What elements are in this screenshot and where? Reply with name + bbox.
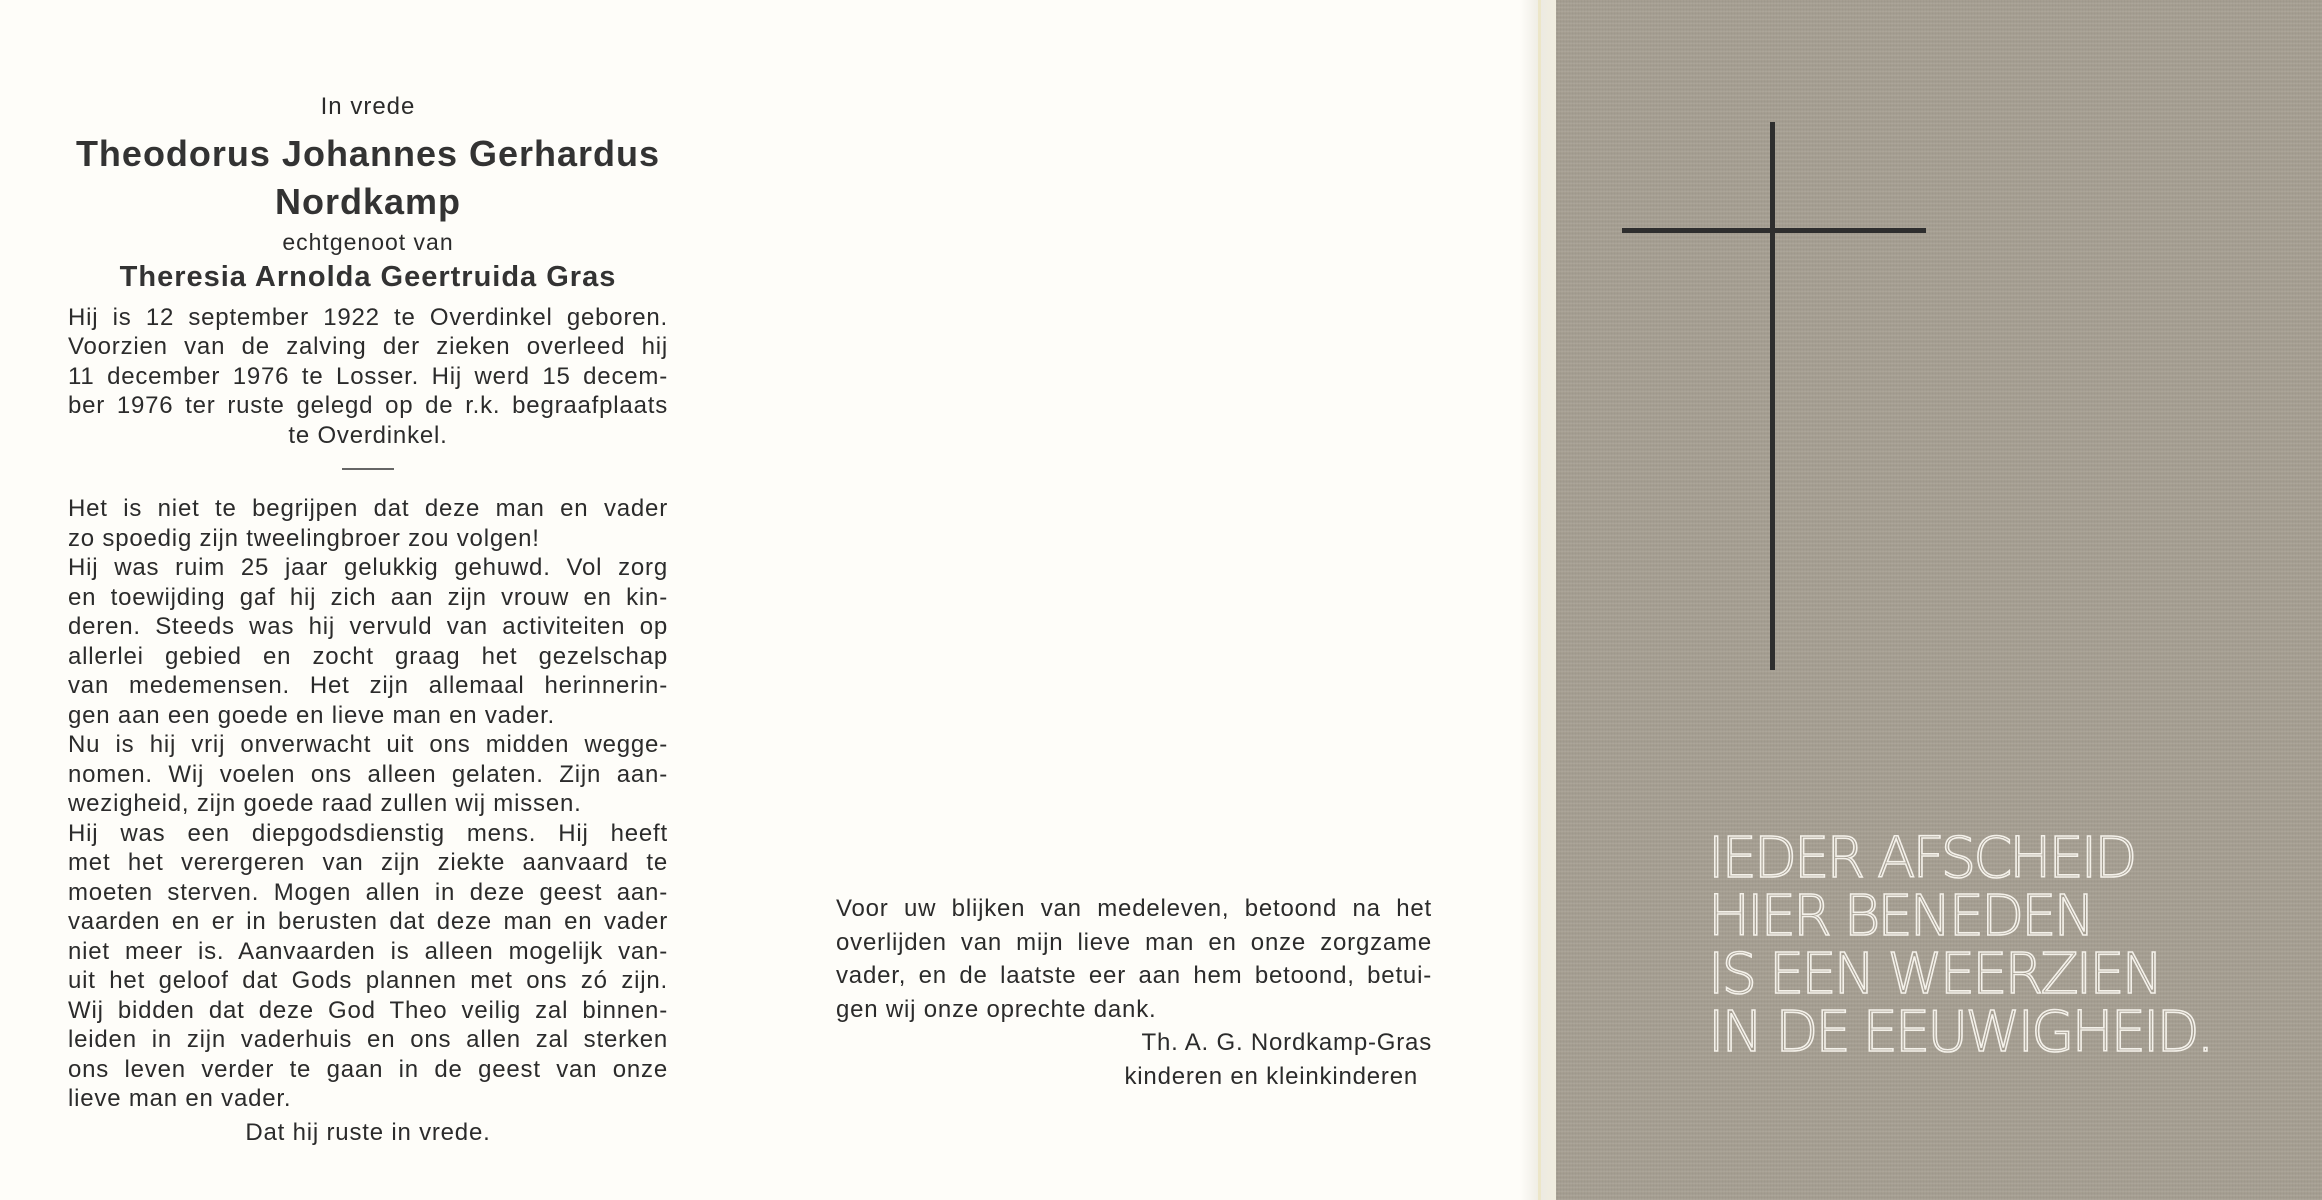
- motto-line: IN DE EEUWIGHEID.: [1708, 1000, 2212, 1065]
- tribute-line: gen aan een goede en lieve man en vader.: [68, 701, 556, 729]
- thanks-paragraph: [836, 892, 1432, 1026]
- tribute-line: nomen. Wij voelen ons alleen gelaten. Zijn aan-: [68, 760, 668, 788]
- thanks-line: Voor uw blijken van medeleven, betoond na het: [836, 895, 1432, 922]
- signature-name: Th. A. G. Nordkamp-Gras: [1141, 1029, 1432, 1056]
- bio-line: Voorzien van de zalving der zieken overleed hij: [68, 333, 668, 360]
- bio-line: ber 1976 ter ruste gelegd op de r.k. begraafplaats: [68, 392, 668, 419]
- biography-paragraph: [68, 303, 668, 451]
- card-fold-edge: [1538, 0, 1541, 1200]
- tribute-line: en toewijding gaf hij zich aan zijn vrouw en kin-: [68, 583, 668, 611]
- tribute-line: Nu is hij vrij onverwacht uit ons midden wegge-: [68, 731, 668, 758]
- spouse-name: Theresia Arnolda Geertruida Gras: [119, 261, 617, 293]
- thanks-column: [836, 892, 1432, 1093]
- bio-line: Hij is 12 september 1922 te Overdinkel geboren.: [68, 303, 668, 331]
- tribute-line: Het is niet te begrijpen dat deze man en vader: [68, 495, 668, 522]
- bio-line: 11 december 1976 te Losser. Hij werd 15 decem-: [68, 362, 668, 390]
- tribute-line: Wij bidden dat deze God Theo veilig zal binnen-: [68, 996, 668, 1024]
- tribute-line: lieve man en vader.: [68, 1085, 292, 1112]
- tribute-line: Hij was een diepgodsdienstig mens. Hij heeft: [68, 819, 668, 847]
- section-divider: [342, 468, 394, 470]
- tribute-line: leiden in zijn vaderhuis en ons allen zal sterken: [68, 1026, 668, 1053]
- tribute-line: van medemensen. Het zijn allemaal herinnerin-: [68, 672, 668, 699]
- tribute-line: uit het geloof dat Gods plannen met ons zó zijn.: [68, 967, 668, 994]
- tribute-line: Hij was ruim 25 jaar gelukkig gehuwd. Vol zorg: [68, 554, 668, 581]
- tribute-line: allerlei gebied en zocht graag het gezelschap: [68, 642, 668, 670]
- motto-line: HIER BENEDEN: [1708, 884, 2093, 949]
- bio-line: te Overdinkel.: [288, 421, 448, 449]
- tribute-paragraph: [68, 494, 668, 1114]
- tribute-line: niet meer is. Aanvaarden is alleen mogelijk van-: [68, 937, 668, 965]
- thanks-line: vader, en de laatste eer aan hem betoond, betui-: [836, 962, 1432, 989]
- tribute-line: wezigheid, zijn goede raad zullen wij missen.: [68, 790, 582, 817]
- tribute-line: met het verergeren van zijn ziekte aanvaard te: [68, 849, 668, 876]
- motto-line: IEDER AFSCHEID: [1708, 826, 2135, 891]
- tribute-line: deren. Steeds was hij vervuld van activiteiten op: [68, 613, 668, 640]
- deceased-name-line1: Theodorus Johannes Gerhardus: [75, 132, 661, 174]
- tribute-line: ons leven verder te gaan in de geest van onze: [68, 1055, 668, 1083]
- thanks-line: gen wij onze oprechte dank.: [836, 995, 1157, 1023]
- signature-family: kinderen en kleinkinderen: [1124, 1062, 1418, 1090]
- tribute-line: zo spoedig zijn tweelingbroer zou volgen!: [68, 524, 540, 552]
- tribute-line: vaarden en er in berusten dat deze man en vader: [68, 908, 668, 935]
- closing-line: Dat hij ruste in vrede.: [245, 1118, 491, 1146]
- spouse-label: echtgenoot van: [282, 228, 454, 255]
- tribute-line: moeten sterven. Mogen allen in deze geest aan-: [68, 878, 668, 906]
- motto-line: IS EEN WEERZIEN: [1708, 942, 2161, 1007]
- in-vrede-header: In vrede: [320, 93, 416, 120]
- cross-icon: [1770, 122, 1775, 670]
- deceased-name-line2: Nordkamp: [274, 180, 462, 222]
- obituary-text-column: [68, 92, 668, 1147]
- thanks-line: overlijden van mijn lieve man en onze zorgzame: [836, 928, 1432, 956]
- cross-icon-bar: [1622, 228, 1926, 233]
- cover-motto: [1708, 826, 2308, 1065]
